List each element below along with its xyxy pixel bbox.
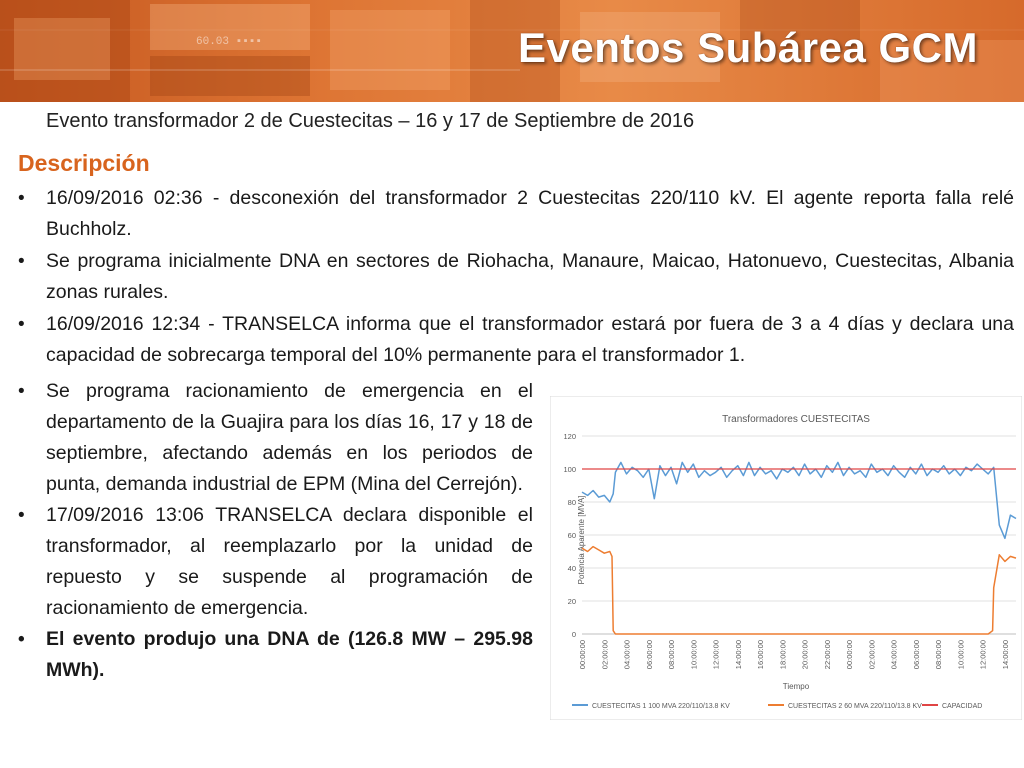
x-tick-label: 00:00:00 [578,640,587,670]
x-tick-label: 02:00:00 [867,640,877,670]
x-tick-label: 16:00:00 [756,640,766,670]
y-tick-label: 60 [567,531,576,540]
y-tick-label: 40 [567,564,576,573]
x-tick-label: 08:00:00 [667,640,677,670]
x-tick-label: 20:00:00 [800,640,810,670]
x-axis-label: Tiempo [782,682,810,691]
x-tick-label: 04:00:00 [622,640,632,670]
bullet-item: • Se programa inicialmente DNA en sectores de Riohacha, Manaure, Maicao, Hatonuevo, Cuestecitas, Albania zonas rurales. [18,246,1014,308]
bullet-item: • 16/09/2016 12:34 - TRANSELCA informa que el transformador estará por fuera de 3 a 4 días y declara una capacidad de sobrecarga temporal del 10% permanente para el transformador 1. [18,309,1014,371]
bullet-item: • 17/09/2016 13:06 TRANSELCA declara disponible el transformador, al reemplazarlo por la unidad de repuesto y se suspende al programación de racionamiento de emergencia. [18,500,533,624]
x-tick-label: 12:00:00 [711,640,721,670]
legend-label: CAPACIDAD [942,703,983,710]
section-heading: Descripción [18,150,150,176]
x-tick-label: 10:00:00 [956,640,966,670]
bullet-item-dna-summary: • El evento produjo una DNA de (126.8 MW – 295.98 MWh). [18,624,533,686]
x-tick-label: 10:00:00 [689,640,699,670]
bullet-item: • Se programa racionamiento de emergencia en el departamento de la Guajira para los días 16, 17 y 18 de septiembre, afectando además en los periodos de punta, demanda industrial de EPM (Mina del Cerrejón). [18,376,533,500]
x-tick-label: 08:00:00 [934,640,944,670]
y-tick-label: 20 [567,597,576,606]
x-tick-label: 02:00:00 [600,640,610,670]
header-banner [0,0,1024,102]
x-tick-label: 14:00:00 [733,640,743,670]
legend-label: CUESTECITAS 1 100 MVA 220/110/13.8 KV [592,703,730,710]
y-axis-label: Potencia Aparente [MVA] [577,495,586,585]
x-tick-label: 06:00:00 [644,640,654,670]
legend-label: CUESTECITAS 2 60 MVA 220/110/13.8 KV [788,703,922,710]
description-bullets-column [18,376,533,686]
x-tick-label: 04:00:00 [889,640,899,670]
chart-frame [550,396,1022,720]
bullet-item: • 16/09/2016 02:36 - desconexión del transformador 2 Cuestecitas 220/110 kV. El agente reporta falla relé Buchholz. [18,183,1014,245]
description-bullets [18,183,1014,372]
transformer-load-chart [550,396,1022,720]
page-title: Eventos Subárea GCM [518,24,978,71]
y-tick-label: 100 [563,465,576,474]
event-subtitle: Evento transformador 2 de Cuestecitas – 16 y 17 de Septiembre de 2016 [46,110,695,132]
x-tick-label: 00:00:00 [845,640,855,670]
x-tick-label: 18:00:00 [778,640,788,670]
x-tick-label: 14:00:00 [1000,640,1010,670]
y-tick-label: 0 [571,630,576,639]
x-tick-label: 06:00:00 [911,640,921,670]
x-tick-label: 12:00:00 [978,640,988,670]
y-tick-label: 120 [563,432,576,441]
y-tick-label: 80 [567,498,576,507]
chart-title: Transformadores CUESTECITAS [722,414,870,425]
svg-text:60.03 ▪▪▪▪: 60.03 ▪▪▪▪ [196,36,263,48]
x-tick-label: 22:00:00 [822,640,832,670]
